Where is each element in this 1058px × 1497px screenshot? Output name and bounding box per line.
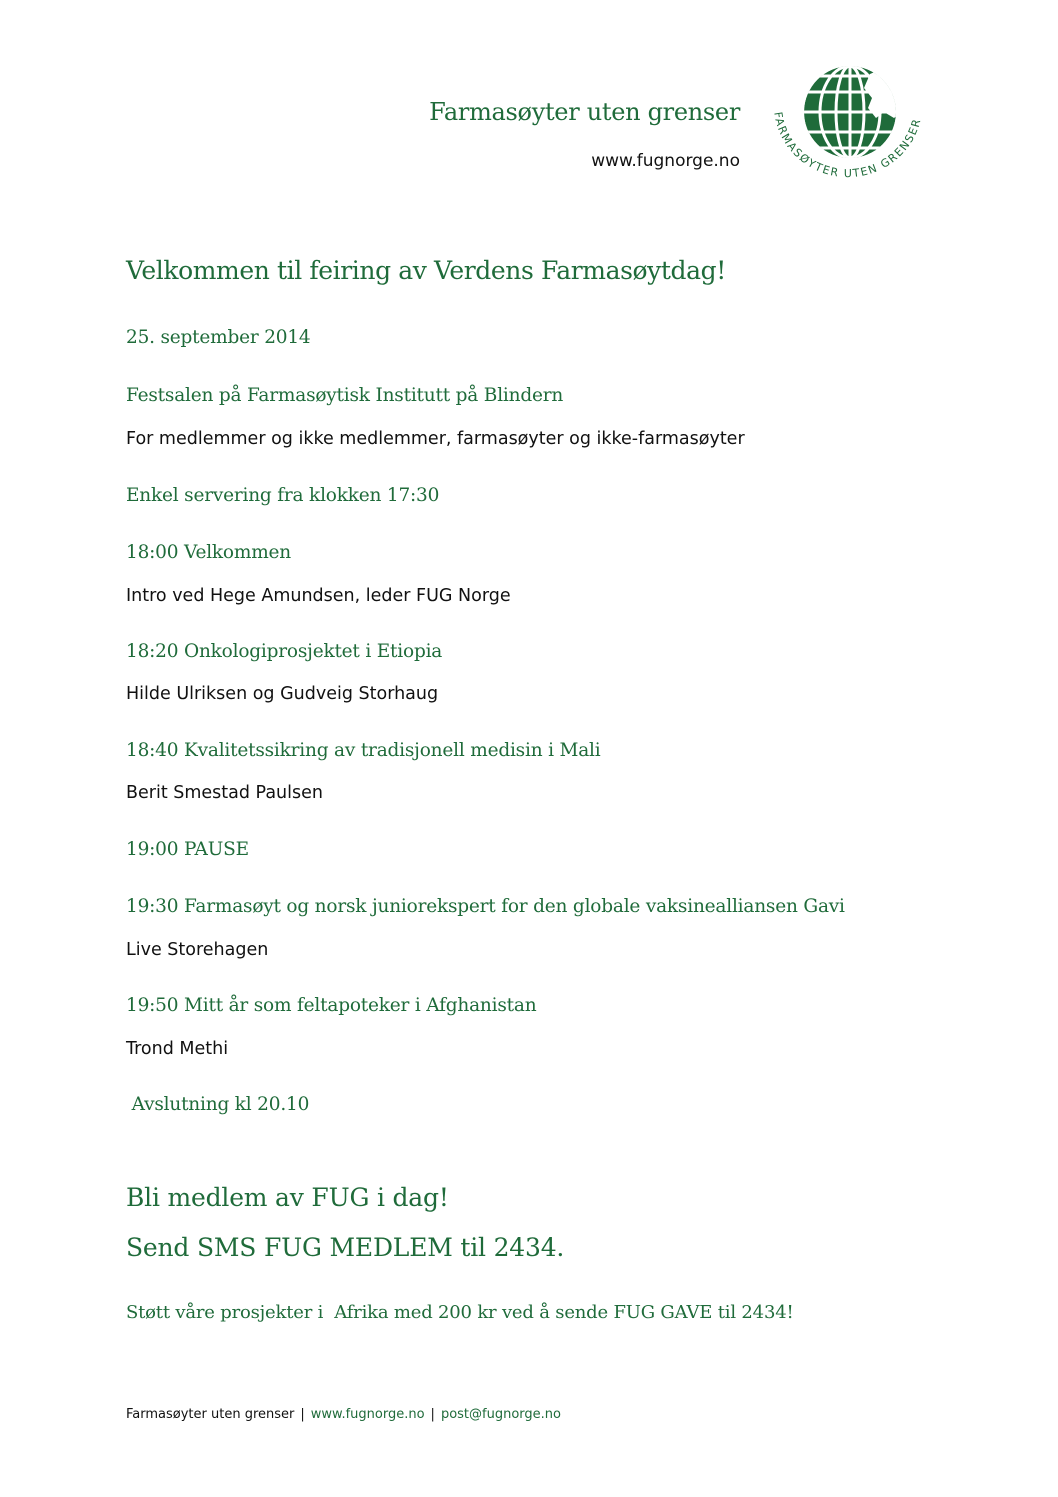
logo-ring-text: FARMASØYTER UTEN GRENSER (771, 110, 924, 181)
program-item-heading: 19:30 Farmasøyt og norsk juniorekspert for den globale vaksinealliansen Gavi (126, 896, 845, 917)
event-closing: Avslutning kl 20.10 (126, 1094, 310, 1115)
footer-org: Farmasøyter uten grenser (126, 1407, 295, 1422)
program-item-speaker: Berit Smestad Paulsen (126, 783, 323, 803)
page-title: Velkommen til feiring av Verdens Farmasøytdag! (126, 256, 726, 285)
program-item-heading: 18:20 Onkologiprosjektet i Etiopia (126, 641, 443, 662)
footer-website-link[interactable]: www.fugnorge.no (310, 1407, 425, 1422)
footer-email-link[interactable]: post@fugnorge.no (440, 1407, 561, 1422)
program-item-speaker: Live Storehagen (126, 940, 269, 960)
program-item-heading: 18:40 Kvalitetssikring av tradisjonell medisin i Mali (126, 740, 601, 761)
cta-membership: Bli medlem av FUG i dag! (126, 1183, 449, 1212)
cta-sms: Send SMS FUG MEDLEM til 2434. (126, 1233, 565, 1262)
footer-separator: | (300, 1407, 305, 1422)
program-item-speaker: Intro ved Hege Amundsen, leder FUG Norge (126, 586, 511, 606)
event-venue: Festsalen på Farmasøytisk Institutt på Blindern (126, 385, 564, 406)
support-text: Støtt våre prosjekter i Afrika med 200 kr ved å sende FUG GAVE til 2434! (126, 1302, 794, 1323)
program-item-heading: 19:00 PAUSE (126, 839, 249, 860)
footer-separator: | (430, 1407, 435, 1422)
program-item-heading: 19:50 Mitt år som feltapoteker i Afghanistan (126, 995, 537, 1016)
program-item-speaker: Trond Methi (126, 1039, 229, 1059)
event-audience: For medlemmer og ikke medlemmer, farmasøyter og ikke-farmasøyter (126, 429, 745, 449)
footer (126, 1407, 561, 1422)
event-serving: Enkel servering fra klokken 17:30 (126, 485, 440, 506)
org-name: Farmasøyter uten grenser (429, 98, 740, 126)
program-item-heading: 18:00 Velkommen (126, 542, 292, 563)
event-date: 25. september 2014 (126, 327, 311, 348)
globe-logo-icon (762, 58, 930, 190)
org-website: www.fugnorge.no (591, 151, 740, 171)
program-item-speaker: Hilde Ulriksen og Gudveig Storhaug (126, 684, 439, 704)
